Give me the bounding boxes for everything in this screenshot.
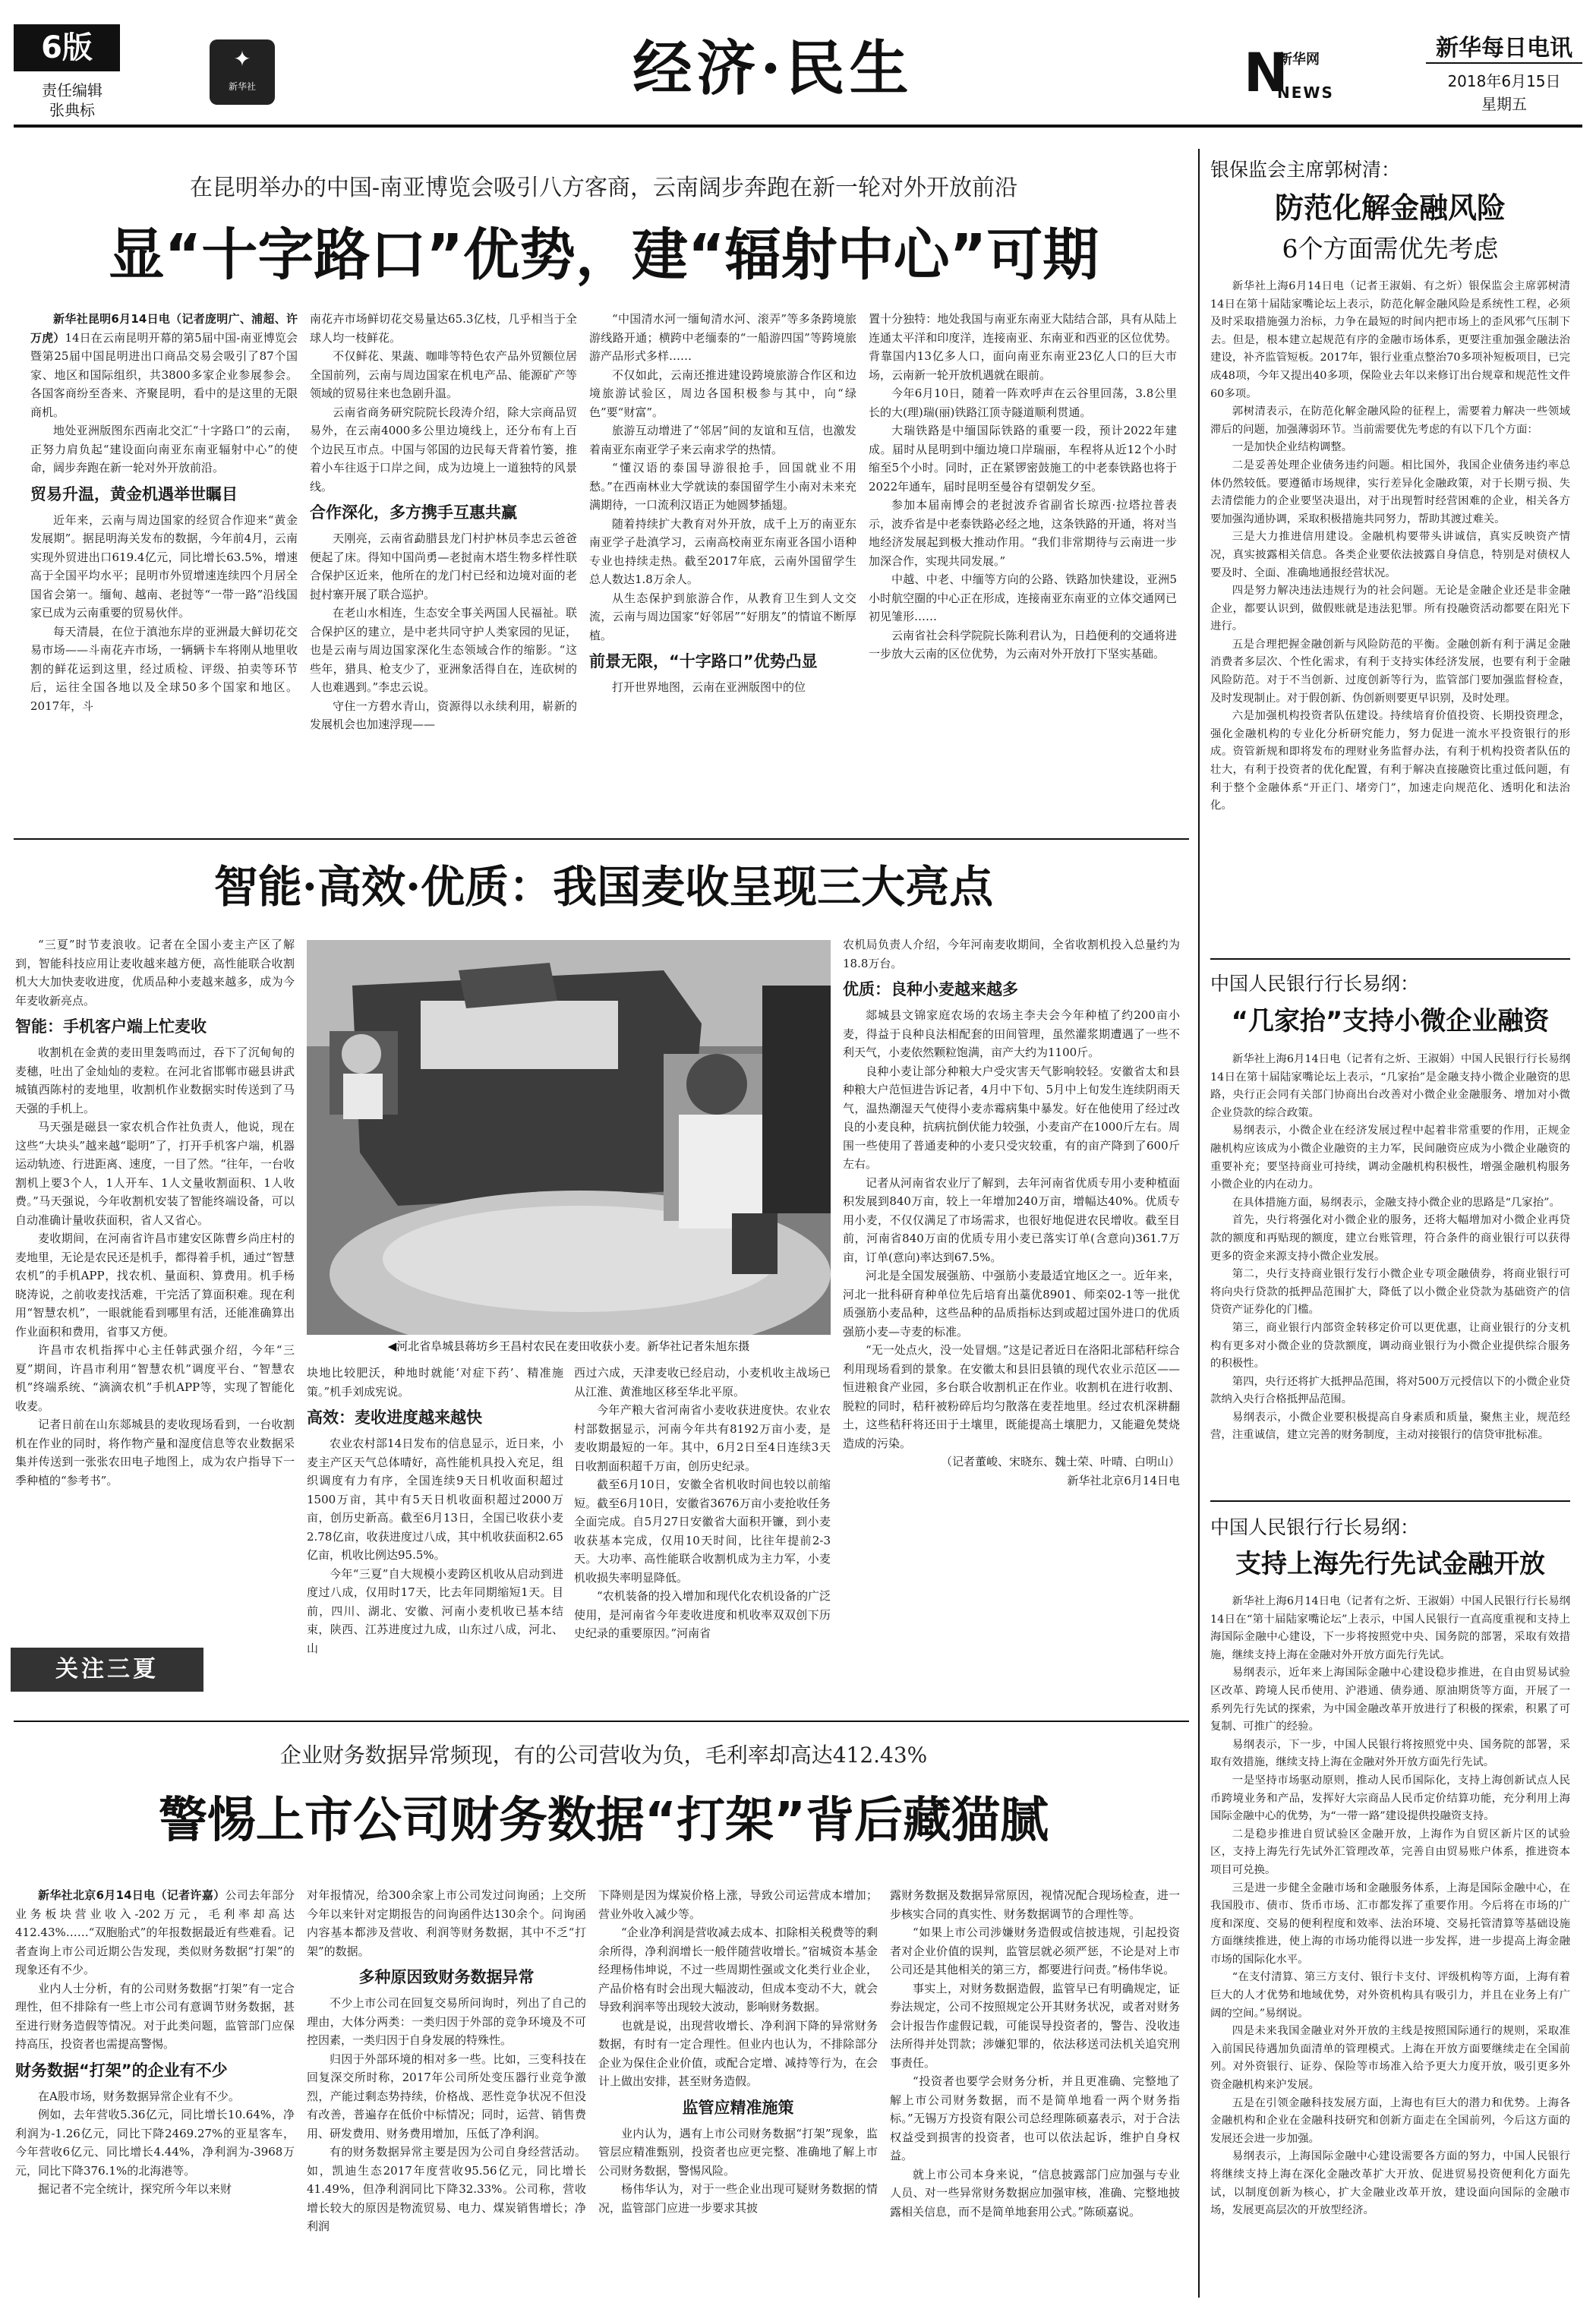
section-title: 经济·民生 [632,34,913,103]
article3-para: 有的财务数据异常主要是因为公司自身经营活动。如，凯迪生态2017年度营收95.56亿元，同比增长41.49%，但净利润同比下降32.33%。公司称，营收增长较大的原因是物流贸易、电力、煤炭销售增长；净利润 [307,2145,586,2233]
article1-para: 从生态保护到旅游合作，从教育卫生到人文交流，云南与周边国家“好邻居”“好朋友”的情谊不断厚植。 [589,591,856,642]
right-column-divider [1198,149,1200,2298]
article2-para: 块地比较肥沃，种地时就能‘对症下药’、精准施策。”机手刘成宪说。 [307,1366,563,1399]
right-story1-subheadline: 6个方面需优先考虑 [1282,234,1499,263]
article1-column-2 [310,310,577,826]
article2-para: 马天强是磁县一家农机合作社负责人，他说，现在这些“大块头”越来越“聪明”了，打开手机客户端，机器运动轨迹、行进距离、速度，一目了然。“往年，一台收割机上要3个人，1人开车、1人文量收割面积、1人收费。”马天强说，今年收割机安装了智能终端设备，可以自动准确计量收获面积，省人又省心。 [15,1120,295,1227]
right-story1-tag: 银保监会主席郭树清： [1210,159,1401,181]
article1-byline: 新华社昆明6月14日电（记者庞明广、浦超、许万虎） [30,312,298,345]
article2-para: 郯城县文锦家庭农场的农场主李夫会今年种植了约200亩小麦，得益于良种良法相配套的田间管理，虽然灌浆期遭遇了一些不利天气，小麦依然颗粒饱满，亩产大约为1100斤。 [843,1008,1180,1059]
article1-para: 云南省商务研究院院长段涛介绍，除大宗商品贸易外，在云南4000多公里边境线上，还分布有上百个边民互市点。中国与邻国的边民每天背着竹篓，推着小车往返于口岸之间，成为边境上一道独特的风景线。 [310,405,577,494]
right-story3-para: 二是稳步推进自贸试验区金融开放，上海作为自贸区新片区的试验区，支持上海先行先试外汇管理改革，完善自由贸易账户体系，推进资本项目可兑换。 [1210,1828,1570,1876]
right-story3-para: 五是在引领金融科技发展方面，上海也有巨大的潜力和优势。上海各金融机构和企业在金融科技研究和创新方面走在全国前列，今后这方面的发展还会进一步加强。 [1210,2096,1570,2145]
article1-subhead-3: 前景无限，“十字路口”优势凸显 [589,652,818,670]
article3-byline: 新华社北京6月14日电（记者许嘉） [38,1888,226,1902]
right-story3-para: 易纲表示，下一步，中国人民银行将按照党中央、国务院的部署，采取有效措施，继续支持上海在金融对外开放方面先行先试。 [1210,1738,1570,1769]
article2-para: 今年“三夏”自大规模小麦跨区机收从启动到进度过八成，仅用时17天，比去年同期缩短1天。目前，四川、湖北、安徽、河南小麦机收已基本结束，陕西、江苏进度过九成，山东过八成，河北、山 [307,1566,563,1655]
right-story1-para: 四是努力解决违法违规行为的社会问题。无论是金融企业还是非金融企业，都要认识到，做假账就是违法犯罪。所有投融资活动都要在阳光下进行。 [1210,585,1570,633]
column-stamp: 关注三夏 [11,1648,203,1692]
article2-para: 许昌市农机指挥中心主任韩武强介绍，今年“三夏”期间，许昌市利用“智慧农机”调度平台、“智慧农机”终端系统、“滴滴农机”手机APP等，实现了智能化收麦。 [15,1343,295,1413]
article3-para: 例如，去年营收5.36亿元，同比增长10.64%，净利润为-1.26亿元，同比下降2469.27%的亚星客车，今年营收6亿元、同比增长4.44%，净利润为-3968万元，同比下降376.1%的北海港等。 [15,2108,295,2178]
article3-para: 对年报情况，给300余家上市公司发过问询函；上交所今年以来针对定期报告的问询函件达130余个。问询函内容基本都涉及营收、利润等财务数据，其中不乏“打架”的数据。 [307,1888,586,1958]
article3-para: 杨伟华认为，对于一些企业出现可疑财务数据的情况，监管部门应进一步要求其披 [598,2182,878,2215]
article3-para: 业内人士分析，有的公司财务数据“打架”有一定合理性，但不排除有一些上市公司有意调节财务数据，甚至进行财务造假等情况。对于此类问题，监管部门应保持高压，投资者也需提高警惕。 [15,1981,295,2051]
article1-para: 在老山水相连，生态安全事关两国人民福祉。联合保护区的建立，是中老共同守护人类家园的见证，也是云南与周边国家深化生态领域合作的缩影。“这些年，猎具、枪支少了，亚洲象活得自在，连砍树的人也难遇到。”李忠云说。 [310,606,577,694]
xinhua-logo [210,39,275,105]
right-story2-headline: “几家抬”支持小微企业融资 [1231,1006,1550,1036]
issue-weekday: 星期五 [1481,95,1527,113]
article2-para: “三夏”时节麦浪收。记者在全国小麦主产区了解到，智能科技应用让麦收越来越方便，高性能联合收割机大大加快麦收进度，优质品种小麦越来越多，成为今年麦收新亮点。 [15,938,295,1008]
masthead [14,14,1582,128]
article3-subhead-1: 财务数据“打架”的企业有不少 [15,2061,228,2080]
article2-para: 截至6月10日，安徽全省机收时间也较以前缩短。截至6月10日，安徽省3676万亩小麦抢收任务全面完成。自5月27日安徽省大面积开镰，到小麦收获基本完成，仅用10天时间，比往年提前2-3天。大功率、高性能联合收割机成为主力军，小麦机收损失率明显降低。 [574,1478,831,1585]
right-story2-para: 在具体措施方面，易纲表示，金融支持小微企业的思路是“几家抬”。 [1232,1196,1560,1209]
article1-para: 地处亚洲版图东西南北交汇“十字路口”的云南，正努力肩负起“建设面向南亚东南亚辐射中心”的使命，阔步奔跑在新一轮对外开放前沿。 [30,424,298,475]
article2-subhead-2: 高效：麦收进度越来越快 [307,1408,482,1427]
article2-column-2 [307,1364,563,1721]
right-story3-para: 易纲表示，近年来上海国际金融中心建设稳步推进，在自由贸易试验区改革、跨境人民币使用、沪港通、债券通、原油期货等方面，开展了一系列先行先试的探索，为中国金融改革开放进行了积极的探索，积累了可复制、可推广的经验。 [1210,1667,1570,1733]
article2-para: 西过六成，天津麦收已经启动，小麦机收主战场已从江淮、黄淮地区移至华北平原。 [574,1366,831,1399]
article2-credits: （记者董峻、宋晓东、魏士荣、叶晴、白明山） [940,1455,1180,1468]
right-story2-para: 易纲表示，小微企业要积极提高自身素质和质量，聚焦主业，规范经营，注重诚信，建立完善的财务制度，主动对接银行的信贷审批标准。 [1210,1411,1570,1442]
right-story1-para: 郭树清表示，在防范化解金融风险的征程上，需要着力解决一些领域滞后的问题，加强薄弱环节。当前需要优先考虑的有以下几个方面： [1210,405,1570,436]
right-story2-tag: 中国人民银行行长易纲： [1210,973,1420,995]
article3-kicker: 企业财务数据异常频现，有的公司营收为负，毛利率却高达412.43% [279,1743,928,1768]
article1-para: 云南省社会科学院院长陈利君认为，日趋便利的交通将进一步放大云南的区位优势，为云南对外开放打下坚实基础。 [869,628,1177,661]
article1-para: 不仅鲜花、果蔬、咖啡等特色农产品外贸额位居全国前列，云南与周边国家在机电产品、能源矿产等领域的贸易往来也急剧升温。 [310,349,577,400]
article1-para: 每天清晨，在位于滇池东岸的亚洲最大鲜切花交易市场——斗南花卉市场，一辆辆卡车将刚从地里收割的鲜花运到这里，经过质检、评级、拍卖等环节后，运往全国各地以及全球50多个国家和地区。2017年，斗 [30,624,298,713]
star-icon: ✦ [233,46,251,71]
article2-headline: 智能·高效·优质：我国麦收呈现三大亮点 [213,861,994,913]
article3-para: 也就是说，出现营收增长、净利润下降的异常财务数据，有时有一定合理性。但业内也认为，不排除部分企业为保住企业价值，或配合定增、减持等行为，在会计上做出安排，甚至财务造假。 [598,2018,878,2088]
right-story1-para: 二是妥善处理企业债务违约问题。相比国外，我国企业债务违约率总体仍然较低。要遵循市场规律，实行差异化金融政策，对于长期亏损、失去清偿能力的企业要坚决退出，对于出现暂时经营困难的企业，相关各方要加强沟通协调，采取积极措施共同努力，帮助其渡过难关。 [1210,459,1570,525]
right-story1-para: 六是加强机构投资者队伍建设。持续培育价值投资、长期投资理念，强化金融机构的专业化分析研究能力，努力促进一流水平投资银行的形成。资管新规和即将发布的理财业务监督办法，有利于机构投资者队伍的壮大，有利于投资者的优化配置，有利于解决直接融资比重过低问题，有利于整个金融体系“开正门、堵旁门”，加速走向规范化、透明化和法治化。 [1210,710,1570,812]
article3-para: 归因于外部环境的相对多一些。比如，三变科技在回复深交所时称，2017年公司所处变压器行业竞争激烈，产能过剩态势持续，价格战、恶性竞争状况不但没有改善，普遍存在低价中标情况；同时，运营、销售费用、研发费用、财务费用增加，压低了净利润。 [307,2052,586,2140]
editor-label: 责任编辑 [42,81,103,99]
article3-column-2 [307,1886,586,2302]
article2-para: “农机装备的投入增加和现代化农机设备的广泛使用，是河南省今年麦收进度和机收率双双创下历史纪录的重要原因。”河南省 [574,1589,831,1640]
article3-para: 露财务数据及数据异常原因，视情况配合现场检查，进一步核实合同的真实性、财务数据调节的合理性等。 [890,1888,1180,1921]
xinhuanet-logo-text: 新华网 [1279,52,1320,68]
article3-para: 不少上市公司在回复交易所问询时，列出了自己的理由，大体分两类：一类归因于外部的竞争环境及不可控因素，一类归因于自身发展的特殊性。 [307,1996,586,2047]
right-divider-1 [1210,958,1570,960]
article3-column-1 [15,1886,295,2302]
article1-para: 中越、中老、中缅等方向的公路、铁路加快建设，亚洲5小时航空圈的中心正在形成，连接南亚东南亚的立体交通网已初见雏形…… [869,572,1177,623]
right-story1-para: 五是合理把握金融创新与风险防范的平衡。金融创新有利于满足金融消费者多层次、个性化需求，有利于支持实体经济发展，也要有利于金融风险防范。对于不当创新、过度创新等行为，监管部门要加强监督检查，及时发现制止。对于假创新、伪创新则要更早识别，及时处理。 [1210,638,1570,705]
right-story3-body [1210,1593,1570,2301]
right-story1-para: 一是加快企业结构调整。 [1232,441,1353,454]
article1-kicker: 在昆明举办的中国-南亚博览会吸引八方客商，云南阔步奔跑在新一轮对外开放前沿 [189,175,1018,201]
article2-column-4 [843,935,1180,1702]
paper-name: 新华每日电讯 [1436,35,1572,62]
article2-para: 河北是全国发展强筋、中强筋小麦最适宜地区之一。近年来，河北一批科研育种单位先后培育出藁优8901、师栾02-1等一批优质强筋小麦品种，这些品种的品质指标达到或超过国外进口的优质强筋小麦—寺麦的标准。 [843,1269,1180,1339]
article1-lead [30,310,298,421]
article3-subhead-2: 多种原因致财务数据异常 [358,1968,535,1986]
article3-para: “企业净利润是营收减去成本、扣除相关税费等的剩余所得，净利润增长一般伴随营收增长。”宿城资本基金经理杨伟坤说，不过一些周期性强或文化类行业企业，产品价格有时会出现大幅波动，但成本变动不大，就会导致利润率等出现较大波动，影响财务数据。 [598,1926,878,2014]
article1-subhead-1: 贸易升温，黄金机遇举世瞩目 [30,484,238,503]
article1-bottom-rule [14,838,1189,840]
right-story2-para: 首先，央行将强化对小微企业的服务，还将大幅增加对小微企业再贷款的额度和再贴现的额度，建立台账管理，符合条件的商业银行可以获得更多的资金来源支持小微企业发展。 [1210,1214,1570,1263]
article1-para: “中国清水河一缅甸清水河、滚弄”等多条跨境旅游线路开通；横跨中老缅泰的“一船游四国”等跨境旅游产品形式多样…… [589,312,856,363]
article1-para: 旅游互动增进了“邻居”间的友谊和互信，也激发着南亚东南亚学子来云南求学的热情。 [589,424,856,456]
right-story1-para: 三是大力推进信用建设。金融机构要带头讲诚信，真实反映资产情况，真实披露相关信息。各类企业要依法披露自身信息，特别是对债权人要及时、全面、准确地通报经营状况。 [1210,531,1570,579]
article2-bottom-rule [14,1721,1189,1722]
article2-column-3 [574,1364,831,1721]
issue-date-text: 2018年6月15日 [1447,72,1561,90]
article2-para: 麦收期间，在河南省许昌市建安区陈曹乡尚庄村的麦地里，无论是农民还是机手，都得着手机，通过“智慧农机”的手机APP，找农机、量面积、算费用。机手杨晓涛说，之前收麦找活难，干完活了算面积难。现在利用“智慧农机”，一眼就能看到哪里有活，还能准确算出作业面积和费用，省事又方便。 [15,1232,295,1339]
article2-dateline: 新华社北京6月14日电 [1067,1473,1180,1487]
article1-column-1 [30,310,298,826]
article1-column-3 [589,310,856,826]
article1-para: 置十分独特：地处我国与南亚东南亚大陆结合部，具有从陆上连通太平洋和印度洋，连接南亚、东南亚和西亚的区位优势。背靠国内13亿多人口，面向南亚东南亚23亿人口的巨大市场，云南新一轮开放机遇就在眼前。 [869,312,1177,382]
article3-para: 掘记者不完全统计，探究所今年以来财 [38,2182,232,2196]
right-story3-para: 三是进一步健全金融市场和金融服务体系，上海是国际金融中心，在我国股市、债市、货币市场、汇市都发挥了重要作用。今后将在市场的广度和深度、交易的便利程度和效率、法治环境、交易托管清算等基础设施方面继续推进，使上海的市场功能得以进一步发挥，进一步提高上海金融市场的国际化水平。 [1210,1881,1570,1966]
xinhuanet-logo-mark: N [1244,42,1288,104]
right-story1-body [1210,278,1570,946]
article2-para: 记者从河南省农业厅了解到，去年河南省优质专用小麦种植面积发展到840万亩，较上一年增加240万亩，增幅达40%。优质专用小麦，不仅仅满足了市场需求，也很好地促进农民增收。截至目前，河南省840万亩的优质专用小麦已落实订单(含意向)361.7万亩，订单(意向)率达到67.5%。 [843,1175,1180,1264]
article2-para: “无一处点火，没一处冒烟。”这是记者近日在洛阳北部秸秆综合利用现场看到的景象。在安徽太和县旧县镇的现代农业示范区——恒进粮食产业园，多台联合收割机正在作业。收割机在进行收割、脱粒的同时，秸秆被粉碎后均匀散落在麦茬地里。经过农机深耕翻土，这些秸秆将还田于土壤里，既能提高土壤肥力，又能避免焚烧造成的污染。 [843,1343,1180,1450]
right-story2-para: 新华社上海6月14日电（记者有之炘、王淑娟）中国人民银行行长易纲14日在第十届陆家嘴论坛上表示，“几家抬”是金融支持小微企业融资的思路，央行正会同有关部门协商出台改善对小微企业金融服务、增加对小微企业贷款的综合政策。 [1210,1053,1570,1119]
article1-para: 近年来，云南与周边国家的经贸合作迎来“黄金发展期”。据昆明海关发布的数据，今年前4月，云南实现外贸进出口619.4亿元，同比增长63.5%，增速高于全国平均水平；昆明市外贸增速连续四个月居全国省会第一。缅甸、越南、老挝等“一带一路”沿线国家已成为云南重要的贸易伙伴。 [30,513,298,620]
right-story3-tag: 中国人民银行行长易纲： [1210,1516,1420,1538]
right-story3-headline: 支持上海先行先试金融开放 [1235,1549,1545,1579]
xinhuanet-logo-letters: NEWS [1277,84,1334,102]
article2-para: 记者日前在山东郯城县的麦收现场看到，一台收割机在作业的同时，将作物产量和湿度信息等农业数据采集并传送到一张张农田电子地图上，成为农户指导下一季种植的“参考书”。 [15,1418,295,1487]
page-number: 6版 [14,24,120,71]
right-story1-para: 新华社上海6月14日电（记者王淑娟、有之炘）银保监会主席郭树清14日在第十届陆家嘴论坛上表示，防范化解金融风险是系统性工程，必须及时采取措施强力治标，力争在最短的时间内把市场上的歪风邪气压制下去。但是，根本建立起规范有序的金融市场体系，更要注重加强金融法治建设，补齐监管短板。2017年，银行业重点整治70多项补短板项目，已完成48项，今年又提出40多项，保险业去年以来修订出台规章和规范性文件60多项。 [1210,280,1570,400]
article1-subhead-2: 合作深化，多方携手互惠共赢 [310,503,517,522]
article1-para: 随着持续扩大教育对外开放，成千上万的南亚东南亚学子赴滇学习，云南高校南亚东南亚各国小语种专业也持续走热。截至2017年底，云南外国留学生总人数达1.8万余人。 [589,516,856,586]
article3-para: “投资者也要学会财务分析，并且更准确、完整地了解上市公司财务数据，而不是简单地看一两个财务指标。”无锡万方投资有限公司总经理陈硕嘉表示，对于合法权益受到损害的投资者，也可以依法起诉，维护自身权益。 [890,2074,1180,2162]
article3-para: 下降则是因为煤炭价格上涨，导致公司运营成本增加；营业外收入减少等。 [598,1888,878,1921]
article1-para: 守住一方碧水青山，资源得以永续利用，崭新的发展机会也加速浮现—— [310,699,577,731]
article3-lead [15,1886,295,1979]
article2-para: 农机局负责人介绍，今年河南麦收期间，全省收割机投入总量约为18.8万台。 [843,938,1180,970]
article3-para: 业内认为，遇有上市公司财务数据“打架”现象，监管层应精准甄别，投资者也应更完整、准确地了解上市公司财务数据，警惕风险。 [598,2126,878,2178]
harvest-illustration [307,940,831,1335]
right-story3-para: 四是未来我国金融业对外开放的主线是按照国际通行的规则，采取准入前国民待遇加负面清单的管理模式。上海在开放方面要继续走在全国前列。对外资银行、证券、保险等市场准入给予更大力度开放，吸引更多外资金融机构来沪发展。 [1210,2025,1570,2092]
article3-para: 公司去年部分业务板块营业收入-202万元，毛利率却高达412.43%……“双胞胎式”的年报数据最近有些难看。记者查询上市公司近期公告发现，类似财务数据“打架”的现象还有不少。 [15,1888,295,1976]
article3-column-4 [890,1886,1180,2302]
article2-para: 收割机在金黄的麦田里轰鸣而过，吞下了沉甸甸的麦穗，吐出了金灿灿的麦粒。在河北省邯郸市磁县讲武城镇西陈村的麦地里，收割机作业数据实时传送到了马天强的手机上。 [15,1046,295,1115]
date-divider [1426,62,1582,64]
article3-column-3 [598,1886,878,2302]
article2-subhead-3: 优质：良种小麦越来越多 [843,980,1018,998]
article2-subhead-1: 智能：手机客户端上忙麦收 [15,1017,207,1036]
photo-caption: ◀河北省阜城县蒋坊乡王昌村农民在麦田收获小麦。新华社记者朱旭东摄 [387,1339,750,1353]
issue-date [1426,70,1582,115]
xinhua-logo-text: 新华社 [228,81,256,92]
xinhuanet-logo [1244,43,1333,114]
right-story3-para: 新华社上海6月14日电（记者有之炘、王淑娟）中国人民银行行长易纲14日在“第十届陆家嘴论坛”上表示，中国人民银行一直高度重视和支持上海国际金融中心建设，下一步将按照党中央、国务院的部署，采取有效措施，继续支持上海在金融对外开放方面先行先试。 [1210,1595,1570,1661]
editor-name: 张典标 [49,101,95,119]
right-story3-para: 一是坚持市场驱动原则，推动人民币国际化，支持上海创新试点人民币跨境业务和产品，发挥好大宗商品人民币定价结算功能，充分利用上海国际金融中心的优势，为“一带一路”建设提供投融资支持。 [1210,1774,1570,1823]
article2-para: 农业农村部14日发布的信息显示，近日来，小麦主产区天气总体晴好，高性能机具投入充足，组织调度有力有序，全国连续9天日机收面积超过1500万亩，其中有5天日机收面积超过2000万亩，创历史新高。截至6月13日，全国已收获小麦2.78亿亩，收获进度过八成，其中机收获面积2.65亿亩，机收比例达95.5%。 [307,1437,563,1562]
article3-subhead-3: 监管应精准施策 [682,2098,794,2117]
article3-para: “如果上市公司涉嫌财务造假或信披违规，引起投资者对企业价值的误判，监管层就必须严惩，不论是对上市公司还是其他相关的第三方，都要进行问责。”杨伟华说。 [890,1926,1180,1976]
article1-para: 今年6月10日，随着一阵欢呼声在云谷里回荡，3.8公里长的大(理)瑞(丽)铁路江顶寺隧道顺利贯通。 [869,386,1177,419]
right-story2-body [1210,1051,1570,1487]
article1-para: 打开世界地图，云南在亚洲版图中的位 [612,680,806,694]
right-divider-2 [1210,1500,1570,1502]
right-story2-para: 第四，央行还将扩大抵押品范围，将对500万元授信以下的小微企业贷款纳入央行合格抵押品范围。 [1210,1375,1570,1406]
article1-para: 天刚亮，云南省勐腊县龙门村护林员李忠云爸爸便起了床。得知中国尚勇—老挝南木塔生物多样性联合保护区近来，他所在的龙门村已经和边境对面的老挝村寨开展了联合巡护。 [310,531,577,601]
editor-credit [15,80,129,120]
article1-para: 14日在云南昆明开幕的第5届中国-南亚博览会暨第25届中国昆明进出口商品交易会吸引了87个国家、地区和国际组织，共3800多家企业参展参会。各国客商纷至沓来、齐聚昆明，看中的是这里的无限商机。 [30,330,298,419]
right-story1-headline: 防范化解金融风险 [1274,191,1506,225]
article1-para: 不仅如此，云南还推进建设跨境旅游合作区和边境旅游试验区，周边各国积极参与其中，向“绿色”要“财富”。 [589,367,856,419]
article1-column-4 [869,310,1177,826]
article1-para: “懂汉语的泰国导游很抢手，回国就业不用愁。”在西南林业大学就读的泰国留学生小南对未来充满期待，一口流利汉语正为她圆梦插翅。 [589,461,856,512]
article1-para: 大瑞铁路是中缅国际铁路的重要一段，预计2022年建成。届时从昆明到中缅边境口岸瑞丽，车程将从近12个小时缩至5个小时。同时，正在紧锣密鼓施工的中老泰铁路也将于2022年通车，届时昆明至曼谷有望朝发夕至。 [869,424,1177,494]
article3-headline: 警惕上市公司财务数据“打架”背后藏猫腻 [158,1793,1049,1849]
right-story3-para: “在支付清算、第三方支付、银行卡支付、评级机构等方面，上海有着巨大的人才优势和地域优势，对外资机构具有吸引力，并且在业务上有广阔的空间。”易纲说。 [1210,1971,1570,2020]
right-story2-para: 易纲表示，小微企业在经济发展过程中起着非常重要的作用，正规金融机构应该成为小微企业融资的主力军，民间融资应成为小微企业融资的重要补充；要坚持商业可持续，调动金融机构积极性，增强金融机构服务小微企业的内在动力。 [1210,1124,1570,1191]
article1-para: 参加本届南博会的老挝波乔省副省长琼西·拉塔拉普表示，波乔省是中老泰铁路必经之地，这条铁路的开通，将对当地经济发展起到极大推动作用。“我们非常期待与云南进一步加深合作，实现共同发展。” [869,498,1177,568]
article2-para: 良种小麦让部分种粮大户受灾害天气影响较轻。安徽省太和县种粮大户范恒进告诉记者，4月中下旬、5月中上旬发生连续阴雨天气，温热潮湿天气使得小麦赤霉病集中暴发。好在他使用了经过改良的小麦良种，抗病抗倒伏能力较强，小麦亩产在1000斤左右。周围一些使用了普通麦种的小麦只受灾较重，有的亩产降到了600斤左右。 [843,1064,1180,1171]
right-story3-para: 易纲表示，上海国际金融中心建设需要各方面的努力，中国人民银行将继续支持上海在深化金融改革扩大开放、促进贸易投资便利化方面先试，以制度创新为核心，扩大金融业改革开放，建设面向国际的金融市场，发展更高层次的开放型经济。 [1210,2150,1570,2217]
right-story2-para: 第二，央行支持商业银行发行小微企业专项金融债券，将商业银行可将向央行贷款的抵押品范围扩大，降低了以小微企业贷款为基础资产的信贷资产证券化的门槛。 [1210,1268,1570,1317]
article3-para: 事实上，对财务数据造假，监管早已有明确规定，证券法规定，公司不按照规定公开其财务状况，或者对财务会计报告作虚假记载，可能误导投资者的，警告、没收违法所得并处罚款；涉嫌犯罪的，依法移送司法机关追究刑事责任。 [890,1981,1180,2070]
article1-para: 南花卉市场鲜切花交易量达65.3亿枝，几乎相当于全球人均一枝鲜花。 [310,312,577,345]
right-story2-para: 第三，商业银行内部资金转移定价可以更优惠，让商业银行的分支机构有更多对小微企业的贷款额度，调动商业银行为小微企业提供综合服务的积极性。 [1210,1321,1570,1370]
article2-column-1 [15,935,295,1642]
article2-para: 今年产粮大省河南省小麦收获进度快。农业农村部数据显示，河南今年共有8192万亩小麦，是麦收期最短的一年。其中，6月2日至4日连续3天日收割面积超千万亩，创历史纪录。 [574,1403,831,1473]
article3-para: 在A股市场，财务数据异常企业有不少。 [38,2089,240,2103]
article1-headline: 显“十字路口”优势，建“辐射中心”可期 [108,222,1099,288]
wheat-harvest-photo [307,940,831,1335]
article3-para: 就上市公司本身来说，“信息披露部门应加强与专业人员、对一些异常财务数据应加强审核，准确、完整地披露相关信息，而不是简单地套用公式。”陈硕嘉说。 [890,2167,1180,2219]
